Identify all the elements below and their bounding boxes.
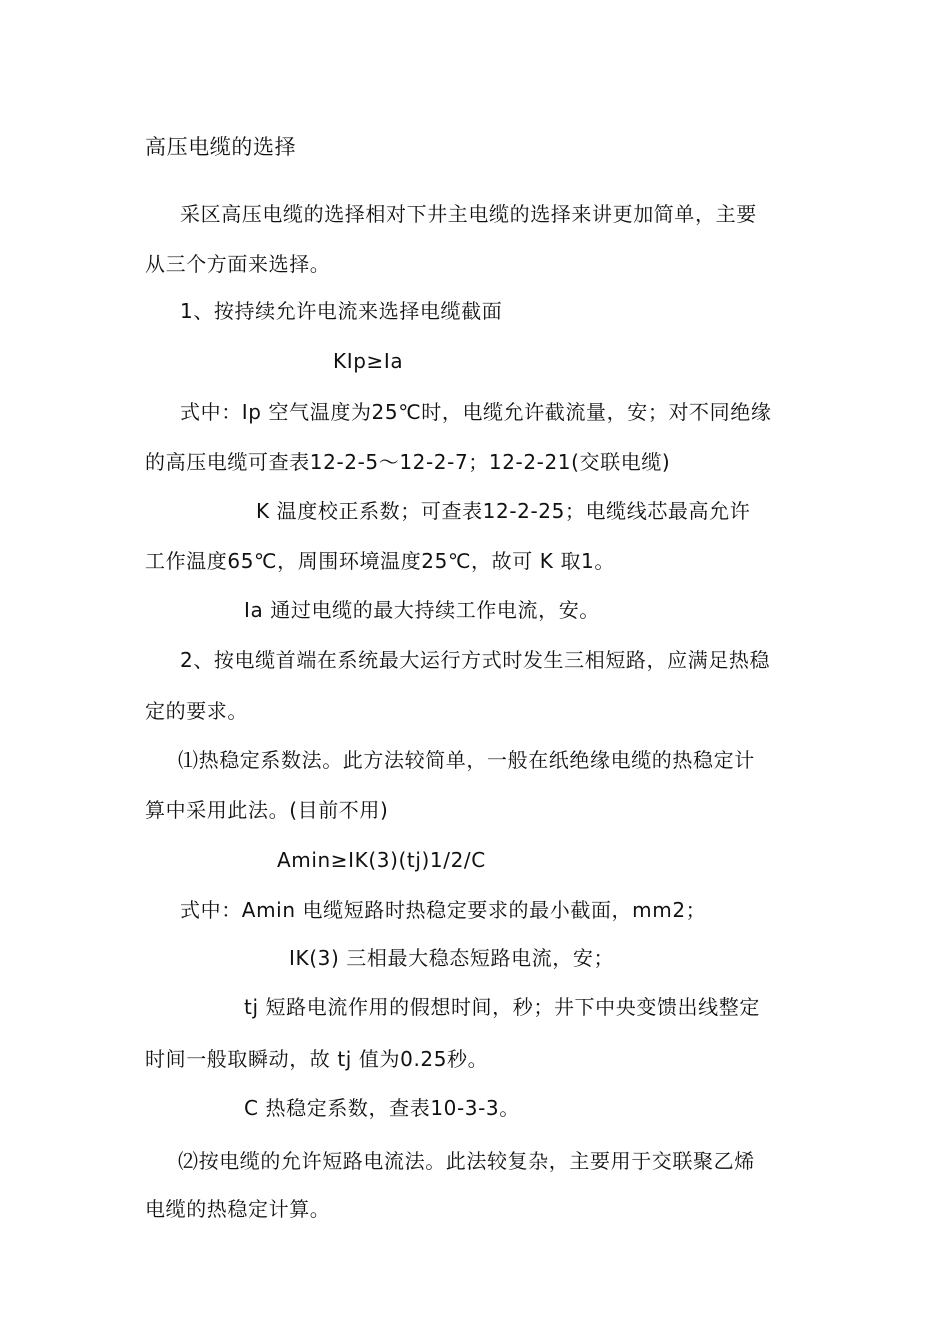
section2-heading-line-2: 定的要求。 [145,699,248,723]
intro-line-2: 从三个方面来选择。 [145,252,331,276]
section1-formula: KIp≥Ia [333,349,404,373]
section1-where-line-2: 的高压电缆可查表12-2-5～12-2-7；12-2-21(交联电缆) [145,450,671,474]
method1-line-2: 算中采用此法。(目前不用) [145,798,389,822]
tj-line-1: tj 短路电流作用的假想时间，秒；井下中央变馈出线整定 [244,995,760,1019]
section2-heading-line-1: 2、按电缆首端在系统最大运行方式时发生三相短路，应满足热稳 [180,648,771,672]
method2-line-1: ⑵按电缆的允许短路电流法。此法较复杂，主要用于交联聚乙烯 [178,1149,755,1173]
section1-k-line-1: K 温度校正系数；可查表12-2-25；电缆线芯最高允许 [256,499,751,523]
section2-formula: Amin≥IK(3)(tj)1/2/C [277,848,486,872]
method2-line-2: 电缆的热稳定计算。 [145,1197,331,1221]
page-title: 高压电缆的选择 [145,135,297,159]
amin-line: 式中：Amin 电缆短路时热稳定要求的最小截面，mm2； [180,898,707,922]
section1-k-line-2: 工作温度65℃，周围环境温度25℃，故可 K 取1。 [145,549,615,573]
tj-line-2: 时间一般取瞬动，故 tj 值为0.25秒。 [145,1047,489,1071]
method1-line-1: ⑴热稳定系数法。此方法较简单，一般在纸绝缘电缆的热稳定计 [178,748,755,772]
c-line: C 热稳定系数，查表10-3-3。 [244,1096,520,1120]
intro-line-1: 采区高压电缆的选择相对下井主电缆的选择来讲更加简单，主要 [180,202,757,226]
section1-where-line-1: 式中：Ip 空气温度为25℃时，电缆允许截流量，安；对不同绝缘 [180,400,772,424]
section1-heading: 1、按持续允许电流来选择电缆截面 [180,299,503,323]
section1-ia-line: Ia 通过电缆的最大持续工作电流，安。 [244,598,600,622]
ik-line: IK(3) 三相最大稳态短路电流，安； [289,946,615,970]
